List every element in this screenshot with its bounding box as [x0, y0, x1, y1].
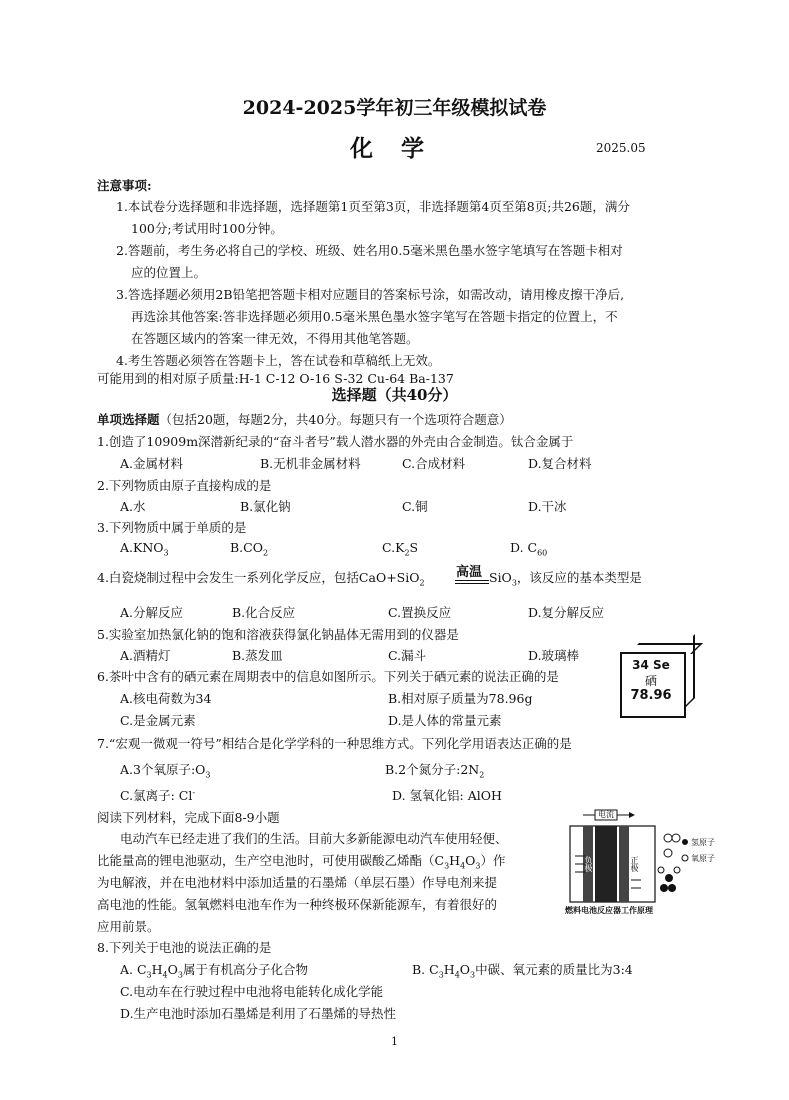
q7-option-b: B.2个氮分子$:2N_2$	[385, 762, 485, 780]
q1-option-d: D.复合材料	[528, 456, 592, 471]
element-name: 硒	[644, 674, 657, 688]
q1-option-c: C.合成材料	[402, 456, 466, 471]
q3-stem: 3.下列物质中属于单质的是	[97, 520, 247, 535]
element-number-symbol: 34 Se	[632, 658, 670, 672]
q1-stem: 1.创造了10909m深潜新纪录的“奋斗者号”载人潜水器的外壳由合金制造。钛合金属于	[97, 434, 574, 449]
notice-line: 100分;考试用时100分钟。	[131, 221, 283, 236]
notice-line: 应的位置上。	[131, 265, 207, 280]
section-intro: 单项选择题（包括20题，每题2分，共40分。每题只有一个选项符合题意）	[97, 412, 512, 427]
q4-option-a: A.分解反应	[120, 605, 184, 620]
q8-option-b: B. $C_3H_4O_3$中碳、氧元素的质量比为3:4	[412, 962, 633, 980]
q7-option-d: D. 氢氧化铝: AlOH	[392, 788, 502, 803]
page-number: 1	[391, 1035, 398, 1048]
q7-option-c: C.氯离子: Cl-	[120, 787, 196, 803]
q6-option-c: C.是金属元素	[120, 713, 196, 728]
reading-line: 应用前景。	[97, 919, 160, 934]
element-mass: 78.96	[630, 688, 672, 703]
q4-option-c: C.置换反应	[388, 605, 452, 620]
q8-option-a: A. $C_3H_4O_3$属于有机高分子化合物	[120, 962, 308, 980]
reading-line: 电动汽车已经走进了我们的生活。目前大多新能源电动汽车使用轻便、	[120, 831, 508, 846]
q5-option-c: C.漏斗	[388, 648, 427, 663]
q4-equation-line	[455, 583, 489, 584]
q7-option-a: A.3个氧原子$:O_3$	[120, 762, 211, 780]
q5-option-a: A.酒精灯	[120, 648, 171, 663]
q7-stem: 7.“宏观一微观一符号”相结合是化学学科的一种思维方式。下列化学用语表达正确的是	[97, 736, 572, 751]
reading-line: 比能量高的锂电池驱动，生产空电池时，可使用碳酸乙烯酯$(C_3H_4O_3)$作	[97, 853, 506, 871]
q4-equation-line	[455, 580, 489, 581]
q5-option-d: D.玻璃棒	[528, 648, 580, 663]
q2-option-d: D.干冰	[528, 499, 567, 514]
q8-option-d: D.生产电池时添加石墨烯是利用了石墨烯的导热性	[120, 1006, 397, 1021]
notice-line: 2.答题前，考生务必将自己的学校、班级、姓名用0.5毫米黑色墨水签字笔填写在答题卡相对	[116, 243, 623, 258]
q1-option-b: B.无机非金属材料	[260, 456, 361, 471]
q8-stem: 8.下列关于电池的说法正确的是	[97, 940, 272, 955]
diagram-negative-label: 负极	[584, 856, 593, 872]
q8-option-c: C.电动车在行驶过程中电池将电能转化成化学能	[120, 984, 384, 999]
q3-option-c: $C.K_2S$	[382, 540, 419, 558]
notice-line: 4.考生答题必须答在答题卡上，答在试卷和草稿纸上无效。	[116, 353, 441, 368]
notice-line: 再选涂其他答案:答非选择题必须用0.5毫米黑色墨水签字笔写在答题卡指定的位置上，不	[131, 309, 618, 324]
q6-stem: 6.茶叶中含有的硒元素在周期表中的信息如图所示。下列关于硒元素的说法正确的是	[97, 669, 559, 684]
q4-option-b: B.化合反应	[232, 605, 296, 620]
q4-stem-end: SiO$_3$，该反应的基本类型是	[489, 570, 642, 588]
notice-line: 在答题区域内的答案一律无效，不得用其他笔答题。	[131, 331, 419, 346]
q5-stem: 5.实验室加热氯化钠的饱和溶液获得氯化钠晶体无需用到的仪器是	[97, 627, 459, 642]
exam-title: 2024-2025学年初三年级模拟试卷	[242, 97, 547, 119]
q2-stem: 2.下列物质由原子直接构成的是	[97, 478, 272, 493]
atomic-masses: 可能用到的相对原子质量:H-1 C-12 O-16 S-32 Cu-64 Ba-137	[97, 371, 454, 386]
diagram-positive-label: 正极	[630, 856, 639, 872]
reading-intro: 阅读下列材料，完成下面8-9小题	[97, 810, 280, 825]
q5-option-b: B.蒸发皿	[232, 648, 283, 663]
q2-option-c: C.铜	[402, 499, 428, 514]
diagram-caption: 燃料电池反应器工作原理	[565, 905, 653, 915]
q4-stem: 4.白瓷烧制过程中会发生一系列化学反应，包括CaO+SiO$_2$	[97, 570, 425, 588]
section-title: 选择题（共40分）	[331, 386, 458, 404]
reading-line: 高电池的性能。氢氧燃料电池车作为一种终极环保新能源车，有着很好的	[97, 897, 498, 912]
diagram-oxygen-label: 氧原子	[691, 854, 715, 863]
fuel-cell-diagram	[565, 808, 735, 920]
notice-line: 3.答选择题必须用2B铅笔把答题卡相对应题目的答案标号涂，如需改动，请用橡皮擦干净后,	[116, 287, 625, 302]
reading-line: 为电解液，并在电池材料中添加适量的石墨烯（单层石墨）作导电剂来提	[97, 875, 498, 890]
q3-option-a: $A.KNO_3$	[120, 540, 169, 558]
q1-option-a: A.金属材料	[120, 456, 184, 471]
diagram-current-label: 电流	[598, 810, 614, 819]
q4-reaction-condition: 高温	[456, 565, 483, 580]
q3-option-d: D. $C_{60}$	[510, 540, 548, 558]
notice-line: 1.本试卷分选择题和非选择题，选择题第1页至第3页，非选择题第4页至第8页;共26题，满分	[116, 199, 630, 214]
q2-option-b: B.氯化钠	[240, 499, 291, 514]
exam-date: 2025.05	[596, 141, 646, 155]
subject-title: 化 学	[350, 135, 435, 162]
q6-option-a: A.核电荷数为34	[120, 691, 212, 706]
q3-option-b: $B.CO_2$	[230, 540, 269, 558]
q6-option-d: D.是人体的常量元素	[388, 713, 502, 728]
q2-option-a: A.水	[120, 499, 146, 514]
q4-option-d: D.复分解反应	[528, 605, 605, 620]
diagram-hydrogen-label: 氢原子	[691, 838, 715, 847]
notice-heading: 注意事项:	[97, 178, 152, 193]
q6-option-b: B.相对原子质量为78.96g	[388, 691, 533, 706]
